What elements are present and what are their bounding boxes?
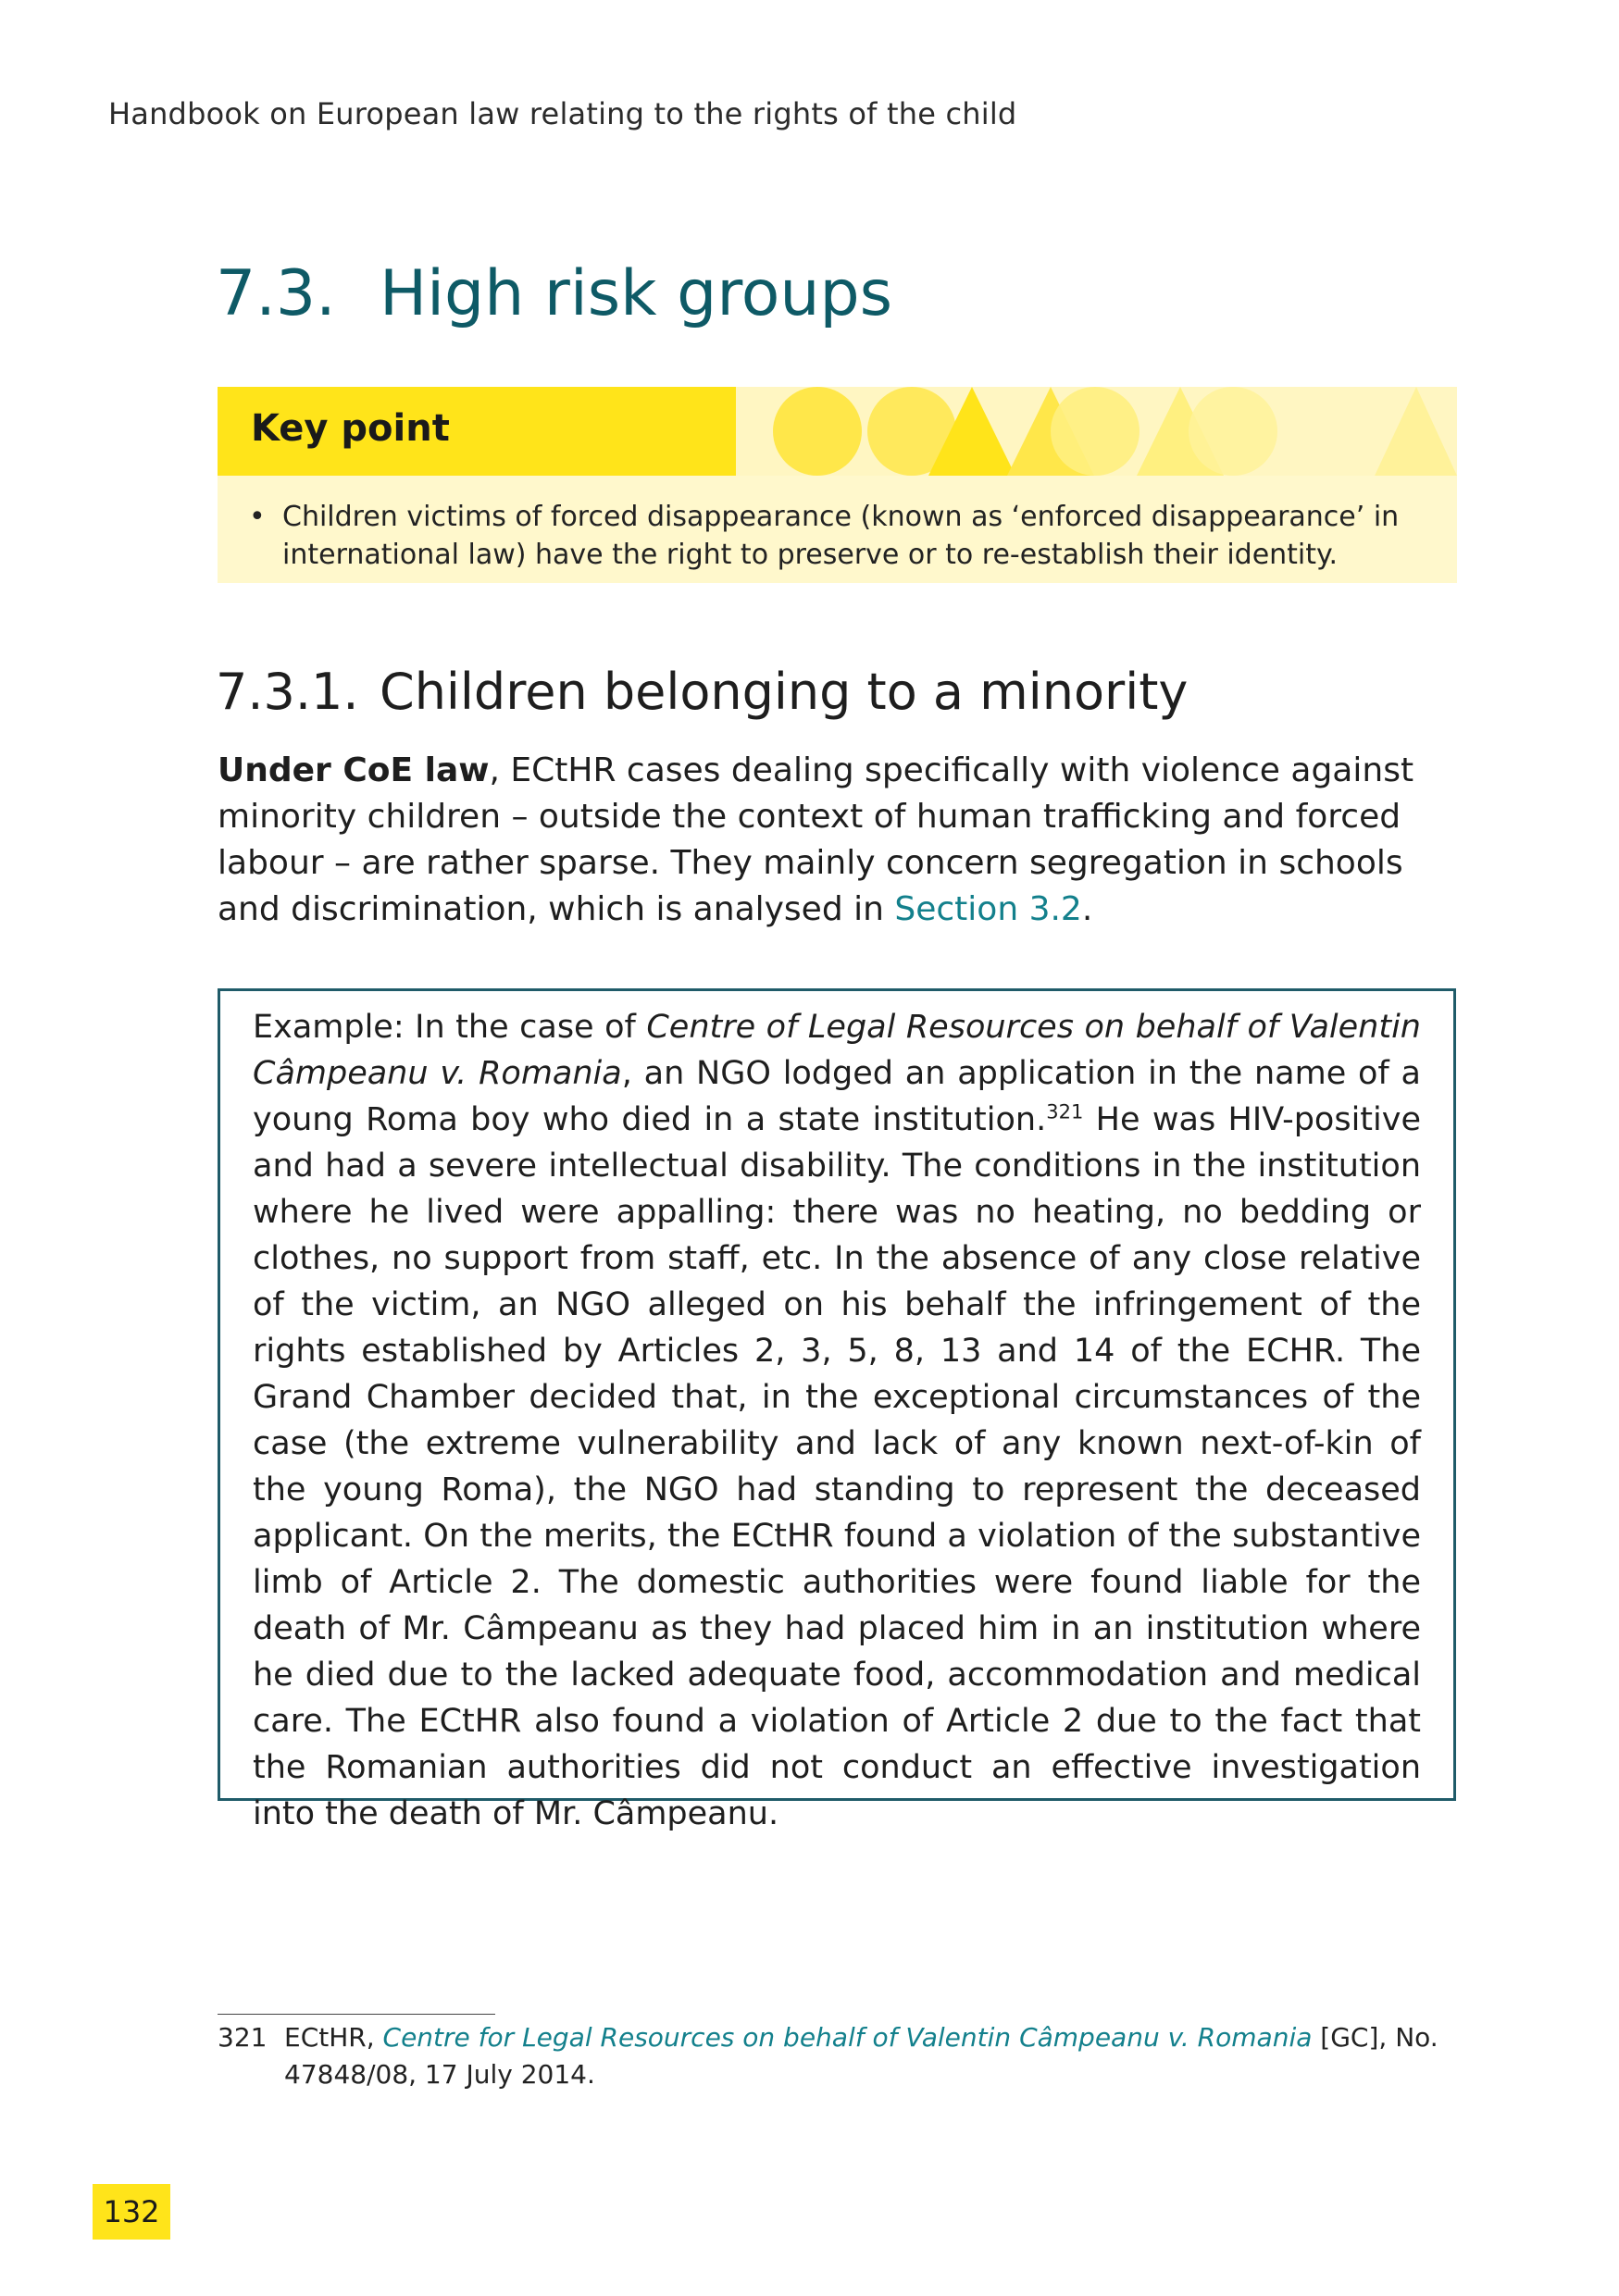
- example-case-name: Centre of Legal Resources on behalf of Valentin Câmpeanu v. Romania: [253, 1009, 1421, 1092]
- section-number: 7.3.: [216, 257, 336, 330]
- subsection-number: 7.3.1.: [216, 663, 359, 721]
- footnote-body: [284, 2019, 1458, 2093]
- subsection-title: [216, 663, 1188, 721]
- footnote-number: 321: [218, 2022, 268, 2053]
- running-header: Handbook on European law relating to the rights of the child: [108, 96, 1017, 131]
- page-number: 132: [93, 2184, 170, 2240]
- key-point-item-text: Children victims of forced disappearance (known as ‘enforced disappearance’ in international law) have the right to preserve or to re-establish their identity.: [282, 501, 1400, 571]
- example-text-part-1: , an NGO lodged an application in the name of a young Roma boy who died in a state institution.: [253, 1055, 1421, 1138]
- key-point-header: [218, 387, 1457, 476]
- example-text-part-2: He was HIV-positive and had a severe intellectual disability. The conditions in the institution where he lived were appalling: there was no heating, no bedding or clothes, no support from staff, etc. In the absence of any close relative of the victim, an NGO alleged on his behalf the infringement of the rights established by Articles 2, 3, 5, 8, 13 and 14 of the ECHR. The Grand Chamber decided that, in the exceptional circumstances of the case (the extreme vulnerability and lack of any known next-of-kin of the young Roma), the NGO had standing to represent the deceased applicant. On the merits, the ECtHR found a violation of the substantive limb of Article 2. The domestic authorities were found liable for the death of Mr. Câmpeanu as they had placed him in an institution where he died due to the lacked adequate food, accommodation and medical care. The ECtHR also found a violation of Article 2 due to the fact that the Romanian authorities did not conduct an effective investigation into the death of Mr. Câmpeanu.: [253, 1101, 1421, 1832]
- intro-end: .: [1081, 890, 1093, 928]
- section-3-2-link[interactable]: Section 3.2: [894, 890, 1082, 928]
- footnote-divider: [218, 2014, 495, 2015]
- deco-circle-icon: [773, 387, 862, 476]
- intro-paragraph: [218, 748, 1458, 933]
- footnote: [218, 2019, 1458, 2093]
- key-point-body: [218, 476, 1457, 583]
- example-prefix: Example: In the case of: [253, 1009, 647, 1046]
- footnote-reference[interactable]: 321: [1046, 1100, 1084, 1123]
- intro-text: , ECtHR cases dealing specifically with violence against minority children – outside the context of human trafficking and forced labour – are rather sparse. They mainly concern segregation in schools and discrimination, which is analysed in: [218, 751, 1414, 928]
- subsection-title-text: Children belonging to a minority: [380, 663, 1189, 721]
- section-title-text: High risk groups: [380, 257, 893, 330]
- example-box: [218, 988, 1456, 1832]
- deco-circle-icon: [1051, 387, 1140, 476]
- section-title: [216, 257, 892, 330]
- key-point-item: [249, 498, 1406, 574]
- example-text: [253, 1004, 1421, 1837]
- deco-circle-icon: [1189, 387, 1277, 476]
- key-point-label: Key point: [251, 407, 450, 450]
- footnote-citation: [GC], No. 47848/08, 17 July 2014.: [284, 2022, 1438, 2090]
- bullet-icon: •: [249, 501, 266, 533]
- intro-lead: Under CoE law: [218, 751, 490, 789]
- footnote-case-link[interactable]: Centre for Legal Resources on behalf of Valentin Câmpeanu v. Romania: [382, 2022, 1313, 2053]
- footnote-court: ECtHR,: [284, 2022, 383, 2053]
